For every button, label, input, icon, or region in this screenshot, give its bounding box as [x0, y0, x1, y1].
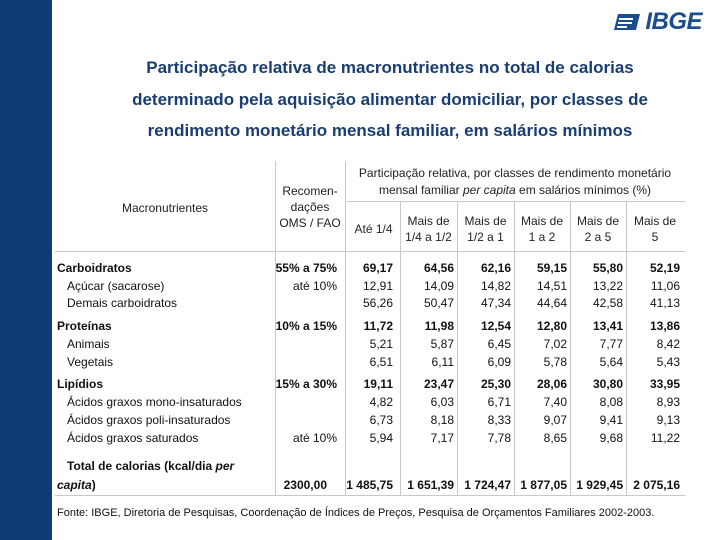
participacao-divider — [347, 201, 685, 202]
row-value: 6,71 — [487, 395, 511, 409]
row-value: 7,17 — [430, 431, 454, 445]
total-label-text: Total de calorias (kcal/dia — [67, 459, 216, 473]
title-line: rendimento monetário mensal familiar, em salários mínimos — [147, 121, 633, 140]
row-value: 9,07 — [543, 413, 567, 427]
row-recommendation: até 10% — [292, 431, 337, 445]
header-participacao-italic: per capita — [462, 183, 516, 197]
header-participacao — [345, 182, 685, 198]
header-class: 1/4 a 1/2 — [405, 230, 452, 244]
header-class: Até 1/4 — [354, 222, 393, 236]
total-value: 1 724,47 — [464, 478, 511, 492]
header-class: Mais de — [407, 214, 450, 228]
header-class: 2 a 5 — [584, 230, 612, 244]
total-value: 1 877,05 — [520, 478, 567, 492]
ibge-logo-text: IBGE — [645, 8, 702, 35]
row-value: 5,64 — [599, 355, 623, 369]
row-value: 11,98 — [424, 319, 454, 333]
row-value: 7,78 — [487, 431, 511, 445]
row-value: 25,30 — [480, 377, 511, 391]
table-bottom-divider — [55, 495, 685, 496]
row-value: 5,94 — [369, 431, 393, 445]
row-value: 12,91 — [362, 279, 393, 293]
row-value: 8,18 — [430, 413, 454, 427]
row-label: Vegetais — [67, 355, 114, 369]
row-value: 23,47 — [423, 377, 454, 391]
source-note: Fonte: IBGE, Diretoria de Pesquisas, Coordenação de Índices de Preços, Pesquisa de Orçamentos Familiares 2002-2003. — [57, 507, 655, 519]
total-label-italic: capita — [57, 478, 92, 492]
row-label: Açúcar (sacarose) — [67, 279, 165, 293]
ibge-logo-icon — [612, 12, 642, 32]
row-value: 6,73 — [369, 413, 393, 427]
row-value: 5,43 — [656, 355, 680, 369]
row-recommendation: 10% a 15% — [275, 319, 337, 333]
total-value: 1 651,39 — [407, 478, 454, 492]
row-value: 12,80 — [536, 319, 567, 333]
row-value: 5,78 — [543, 355, 567, 369]
row-value: 6,45 — [487, 337, 511, 351]
row-value: 33,95 — [649, 377, 680, 391]
row-value: 62,16 — [480, 261, 511, 275]
header-participacao-text: em salários mínimos (%) — [515, 183, 652, 197]
row-value: 7,40 — [543, 395, 567, 409]
row-value: 44,64 — [536, 296, 567, 310]
header-class: Mais de — [576, 214, 620, 228]
row-value: 14,51 — [536, 279, 567, 293]
row-value: 6,03 — [430, 395, 454, 409]
row-value: 5,21 — [369, 337, 393, 351]
row-value: 8,33 — [487, 413, 511, 427]
row-value: 11,72 — [363, 319, 393, 333]
row-value: 55,80 — [592, 261, 623, 275]
row-value: 42,58 — [592, 296, 623, 310]
header-participacao: Participação relativa, por classes de rendimento monetário — [358, 166, 672, 180]
row-value: 13,86 — [649, 319, 680, 333]
title-line: Participação relativa de macronutrientes no total de calorias — [146, 58, 634, 77]
title-line: determinado pela aquisição alimentar domiciliar, por classes de — [132, 89, 648, 109]
row-value: 59,15 — [536, 261, 567, 275]
row-value: 6,09 — [487, 355, 511, 369]
row-label: Ácidos graxos poli-insaturados — [67, 413, 231, 427]
total-label-text: ) — [91, 478, 96, 492]
sidebar-band — [0, 0, 52, 540]
row-value: 4,82 — [369, 395, 393, 409]
total-label-italic: per — [215, 459, 235, 473]
total-label — [67, 459, 234, 473]
row-recommendation: 15% a 30% — [275, 377, 337, 391]
header-class: 1 a 2 — [528, 230, 556, 244]
header-recomendacoes: dações — [290, 200, 330, 214]
row-value: 8,65 — [543, 431, 567, 445]
row-value: 47,34 — [480, 296, 511, 310]
header-recomendacoes: OMS / FAO — [279, 216, 341, 230]
row-value: 9,13 — [656, 413, 680, 427]
row-value: 9,68 — [599, 431, 623, 445]
row-value: 6,51 — [369, 355, 393, 369]
ibge-logo — [612, 9, 702, 35]
row-value: 41,13 — [649, 296, 680, 310]
total-recommendation: 2300,00 — [283, 478, 327, 492]
row-value: 28,06 — [536, 377, 567, 391]
row-value: 14,82 — [480, 279, 511, 293]
row-value: 13,22 — [592, 279, 623, 293]
row-value: 8,93 — [656, 395, 680, 409]
row-label: Animais — [67, 337, 110, 351]
row-value: 6,11 — [431, 355, 454, 369]
header-class: Mais de — [464, 214, 507, 228]
row-value: 11,06 — [650, 279, 680, 293]
row-recommendation: 55% a 75% — [275, 261, 337, 275]
row-value: 64,56 — [423, 261, 454, 275]
page-title — [90, 52, 690, 147]
macronutrient-table — [55, 161, 685, 495]
row-value: 5,87 — [430, 337, 454, 351]
row-value: 11,22 — [650, 431, 680, 445]
row-value: 7,02 — [543, 337, 567, 351]
row-label: Carboidratos — [57, 261, 132, 275]
row-value: 12,54 — [480, 319, 511, 333]
row-value: 9,41 — [599, 413, 623, 427]
row-value: 52,19 — [649, 261, 680, 275]
header-class: 5 — [651, 230, 659, 244]
total-value: 2 075,16 — [633, 478, 680, 492]
row-value: 30,80 — [592, 377, 623, 391]
row-recommendation: até 10% — [292, 279, 337, 293]
header-divider — [55, 251, 685, 252]
row-value: 50,47 — [423, 296, 454, 310]
row-value: 69,17 — [362, 261, 393, 275]
header-participacao-text: mensal familiar — [378, 183, 463, 197]
row-value: 19,11 — [363, 377, 393, 391]
row-label: Demais carboidratos — [67, 296, 178, 310]
row-value: 7,77 — [599, 337, 623, 351]
header-class: Mais de — [633, 214, 677, 228]
header-class: Mais de — [520, 214, 564, 228]
row-label: Ácidos graxos saturados — [67, 431, 199, 445]
header-class: 1/2 a 1 — [467, 230, 504, 244]
row-value: 8,42 — [656, 337, 680, 351]
total-value: 1 485,75 — [346, 478, 393, 492]
row-value: 13,41 — [592, 319, 623, 333]
row-value: 14,09 — [423, 279, 454, 293]
header-macronutrientes: Macronutrientes — [121, 201, 209, 215]
row-label: Ácidos graxos mono-insaturados — [67, 395, 242, 409]
header-recomendacoes: Recomen- — [282, 184, 338, 198]
row-label: Lipídios — [57, 377, 103, 391]
total-value: 1 929,45 — [576, 478, 623, 492]
row-value: 8,08 — [599, 395, 623, 409]
row-label: Proteínas — [57, 319, 112, 333]
row-value: 56,26 — [362, 296, 393, 310]
